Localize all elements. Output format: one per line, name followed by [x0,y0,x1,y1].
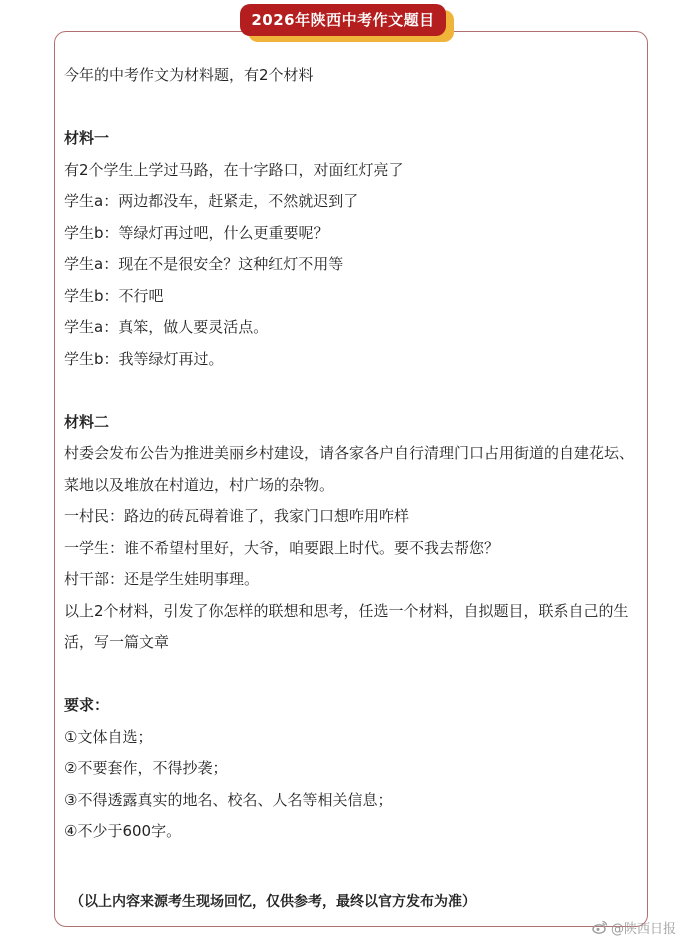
material1-line: 学生b：我等绿灯再过。 [64,349,224,368]
requirement-item: ①文体自选； [64,727,153,746]
material1-line: 有2个学生上学过马路，在十字路口，对面红灯亮了 [64,160,404,179]
material2-paragraph: 村委会发布公告为推进美丽乡村建设，请各家各户自行清理门口占用街道的自建花坛、菜地以及堆放在村道边，村广场的杂物。 [64,444,635,494]
requirements-heading: 要求： [64,696,110,714]
article-body [64,60,644,848]
spacer [64,659,644,691]
material2-line: 一学生：谁不希望村里好，大爷，咱要跟上时代。要不我去帮您？ [64,538,500,557]
material2-heading: 材料二 [64,412,110,431]
material1-line: 学生b：等绿灯再过吧，什么更重要呢？ [64,223,329,242]
material1-heading: 材料一 [64,129,110,147]
intro-text: 今年的中考作文为材料题，有2个材料 [64,66,314,84]
material2-line: 村干部：还是学生娃明事理。 [64,570,260,588]
material1-line: 学生a：现在不是很安全？这种红灯不用等 [64,255,344,273]
material1-line: 学生a：真笨，做人要灵活点。 [64,318,269,336]
title-banner [240,4,454,42]
material2-line: 一村民：路边的砖瓦碍着谁了，我家门口想咋用咋样 [64,507,410,525]
disclaimer-note: （以上内容来源考生现场回忆，仅供参考，最终以官方发布为准） [70,894,476,910]
requirement-item: ②不要套作，不得抄袭； [64,759,228,777]
watermark-text: @陕西日报 [611,921,677,937]
spacer [64,92,644,124]
source-watermark [592,915,676,939]
material1-line: 学生a：两边都没车，赶紧走，不然就迟到了 [64,192,359,210]
weibo-icon [592,919,608,935]
material1-line: 学生b：不行吧 [64,286,164,305]
writing-prompt: 以上2个材料，引发了你怎样的联想和思考，任选一个材料，自拟题目，联系自己的生活，写一篇文章 [64,601,629,651]
requirement-item: ③不得透露真实的地名、校名、人名等相关信息； [64,790,393,809]
spacer [64,375,644,407]
requirement-item: ④不少于600字。 [64,822,182,840]
page-title: 2026年陕西中考作文题目 [240,4,446,36]
